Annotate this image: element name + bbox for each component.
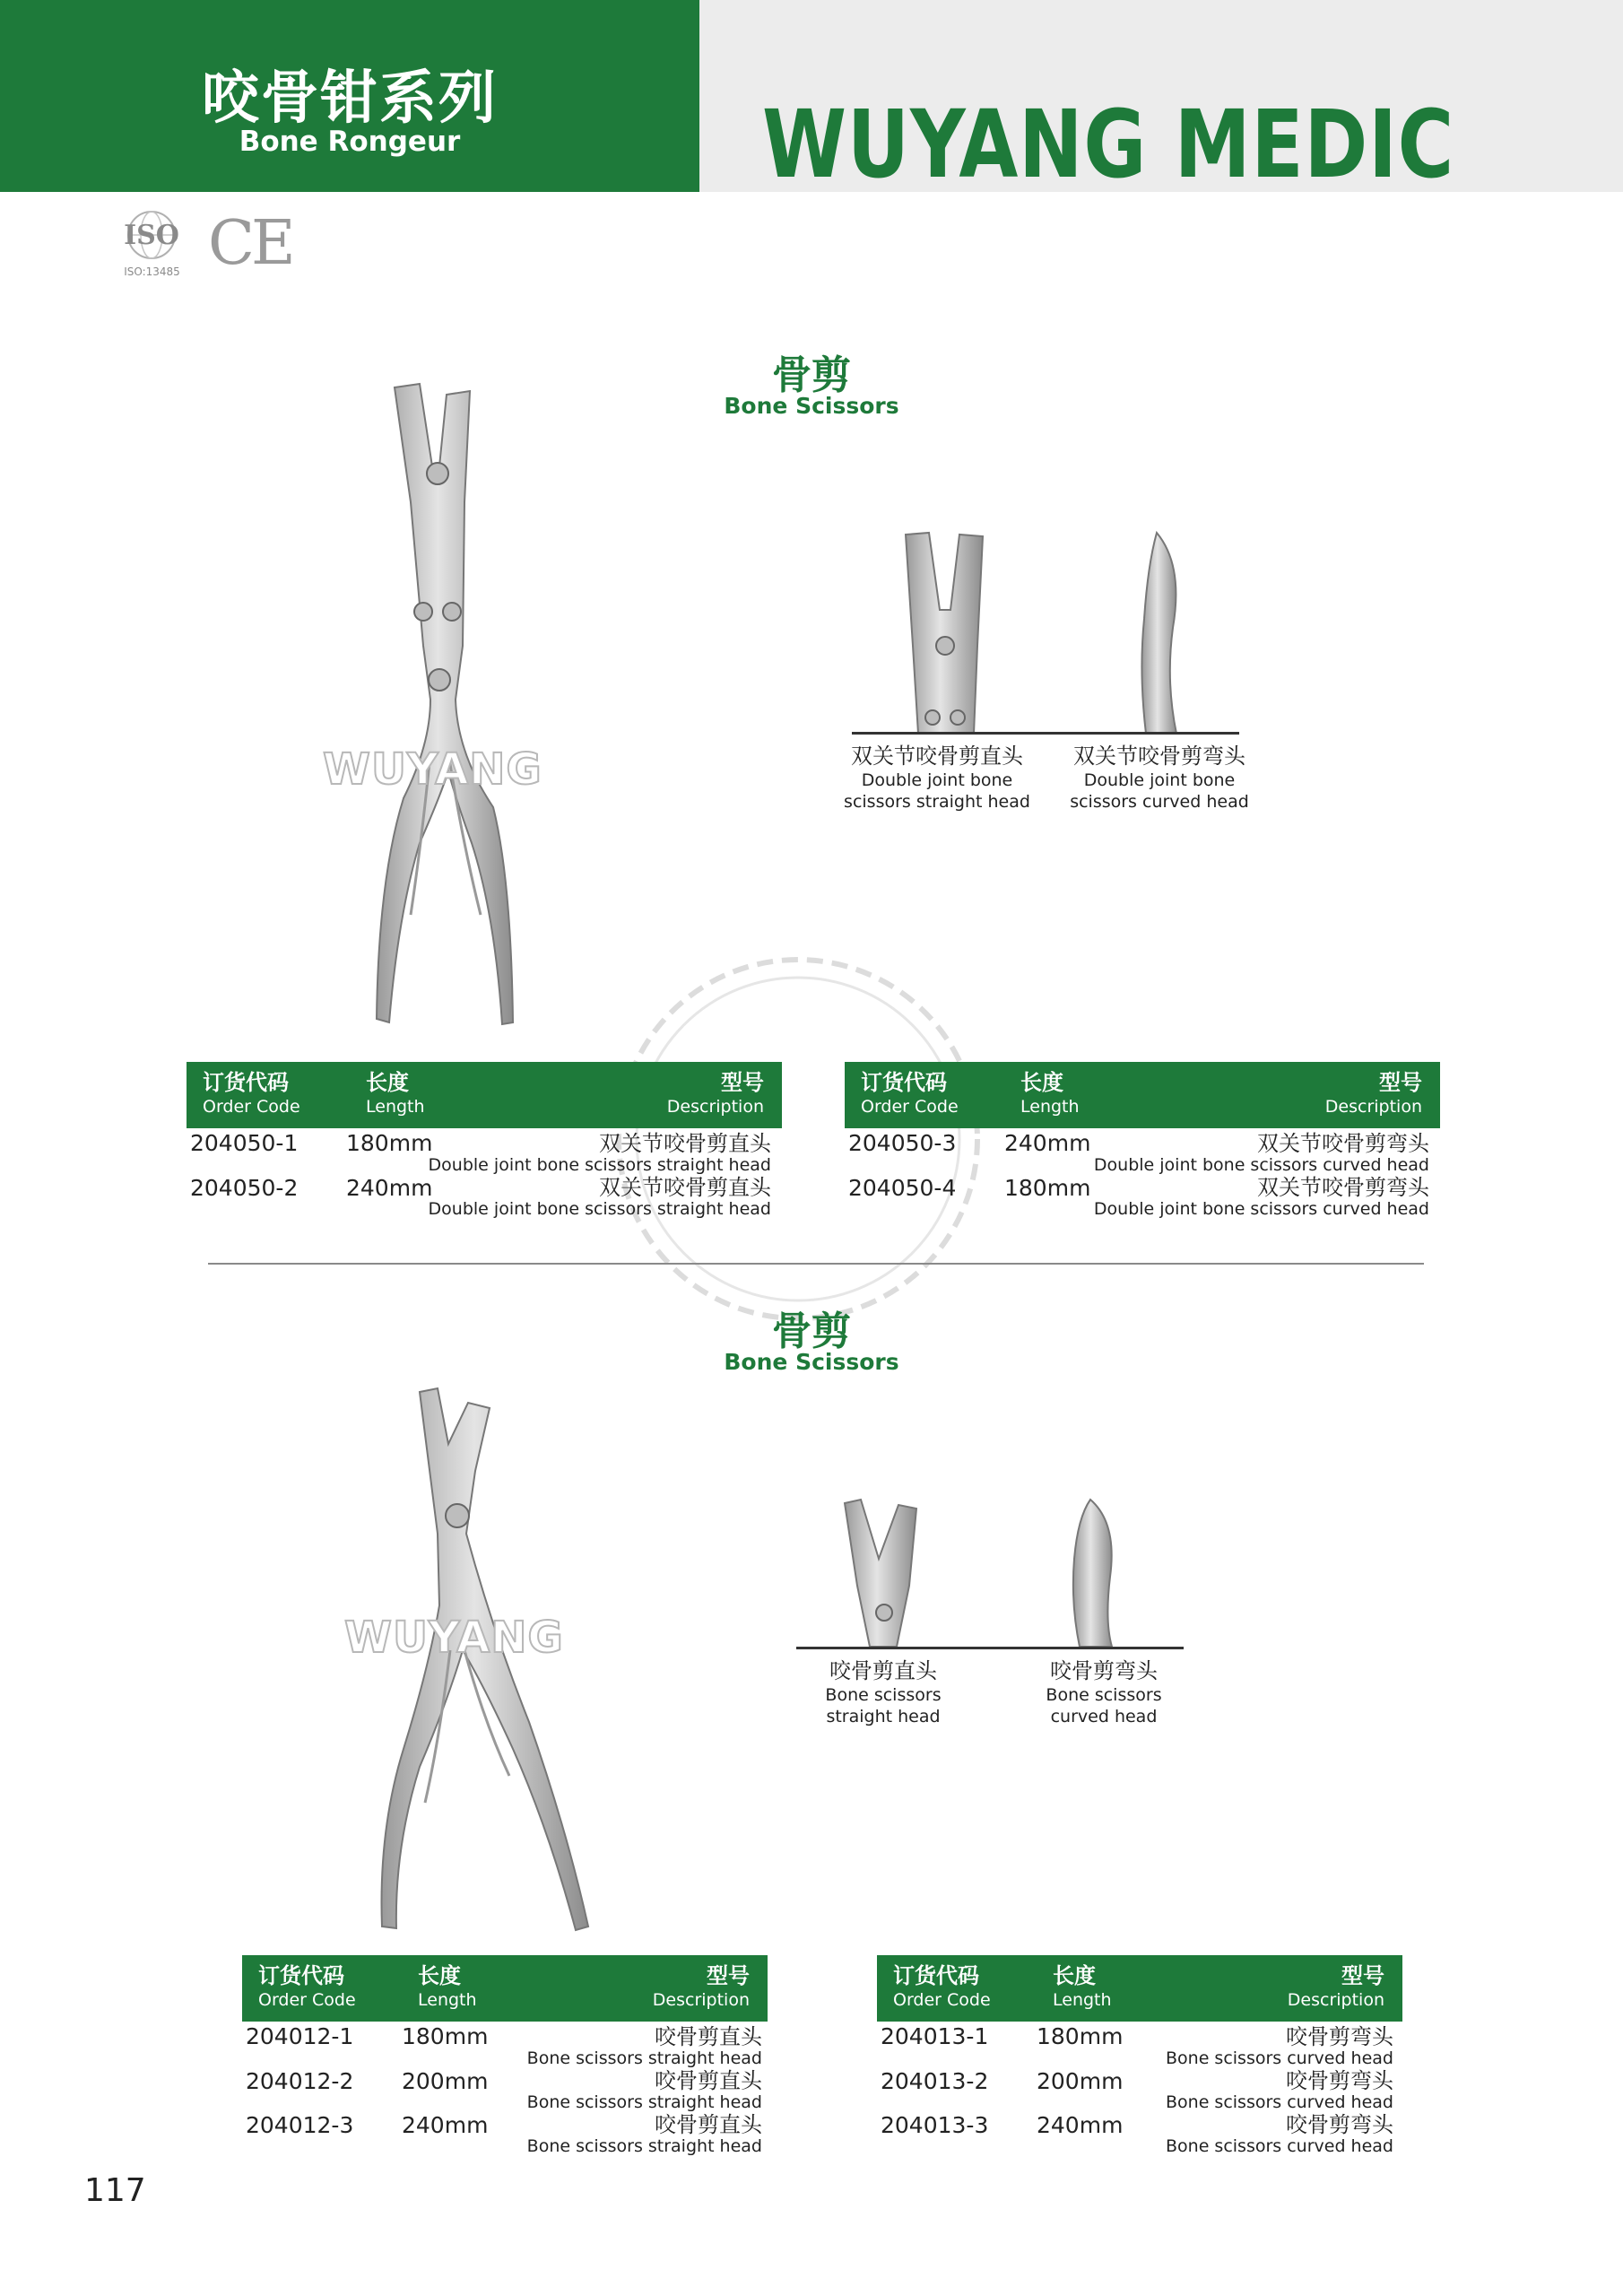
col-length: 长度 Length bbox=[366, 1070, 425, 1117]
caption-cn: 咬骨剪弯头 bbox=[1050, 1658, 1158, 1683]
caption-cn: 双关节咬骨剪直头 bbox=[851, 744, 1023, 769]
length: 180mm bbox=[346, 1130, 433, 1156]
section1-title-cn: 骨剪 bbox=[772, 352, 851, 398]
brand-watermark: WUYANG bbox=[344, 1613, 564, 1663]
caption-en-line1: Bone scissors bbox=[825, 1685, 942, 1705]
table-header bbox=[242, 1955, 768, 2022]
detail-baseline bbox=[852, 732, 1239, 735]
order-code: 204012-3 bbox=[246, 2112, 354, 2138]
order-code: 204050-3 bbox=[848, 1130, 957, 1156]
order-code: 204012-2 bbox=[246, 2068, 354, 2094]
length: 200mm bbox=[1037, 2068, 1124, 2094]
caption-en-line1: Bone scissors bbox=[1046, 1685, 1162, 1705]
length: 180mm bbox=[1037, 2023, 1124, 2049]
length: 240mm bbox=[346, 1175, 433, 1201]
section2-title-en: Bone Scissors bbox=[724, 1349, 899, 1375]
length: 200mm bbox=[402, 2068, 489, 2094]
col-order-code: 订货代码 Order Code bbox=[861, 1070, 959, 1117]
curved-head-detail-image bbox=[1058, 1496, 1130, 1648]
double-joint-bone-scissors-image bbox=[305, 377, 592, 1031]
length: 240mm bbox=[402, 2112, 489, 2138]
caption-curved-head bbox=[1001, 1657, 1207, 1727]
length: 180mm bbox=[402, 2023, 489, 2049]
iso-standard-label: ISO:13485 bbox=[124, 265, 180, 278]
description: 双关节咬骨剪直头 Double joint bone scissors straight head bbox=[428, 1131, 771, 1175]
col-description: 型号 Description bbox=[1324, 1070, 1422, 1117]
description: 咬骨剪直头 Bone scissors straight head bbox=[526, 2024, 762, 2068]
order-code: 204013-3 bbox=[881, 2112, 989, 2138]
description: 双关节咬骨剪弯头 Double joint bone scissors curved head bbox=[1093, 1131, 1429, 1175]
description: 咬骨剪弯头 Bone scissors curved head bbox=[1166, 2024, 1393, 2068]
section-divider bbox=[208, 1263, 1424, 1265]
caption-straight-head bbox=[780, 1657, 986, 1727]
col-order-code: 订货代码 Order Code bbox=[258, 1963, 356, 2010]
caption-en-line1: Double joint bone bbox=[861, 770, 1013, 790]
col-description: 型号 Description bbox=[1287, 1963, 1384, 2010]
order-code: 204050-4 bbox=[848, 1175, 957, 1201]
col-description: 型号 Description bbox=[666, 1070, 764, 1117]
straight-head-detail-image bbox=[834, 1496, 933, 1648]
col-order-code: 订货代码 Order Code bbox=[203, 1070, 300, 1117]
caption-cn: 双关节咬骨剪弯头 bbox=[1073, 744, 1245, 769]
table-header bbox=[187, 1062, 782, 1128]
description: 双关节咬骨剪直头 Double joint bone scissors straight head bbox=[428, 1175, 771, 1219]
caption-curved-head bbox=[1056, 743, 1263, 813]
col-order-code: 订货代码 Order Code bbox=[893, 1963, 991, 2010]
iso-label: ISO bbox=[124, 220, 179, 251]
ce-mark: CE bbox=[208, 208, 292, 279]
section1-title-en: Bone Scissors bbox=[724, 393, 899, 419]
brand-watermark: WUYANG bbox=[323, 744, 542, 795]
col-length: 长度 Length bbox=[1053, 1963, 1112, 2010]
catalog-title-cn: 咬骨钳系列 bbox=[202, 65, 498, 132]
order-code: 204013-2 bbox=[881, 2068, 989, 2094]
section2-title-cn: 骨剪 bbox=[772, 1309, 851, 1354]
col-length: 长度 Length bbox=[1020, 1070, 1080, 1117]
order-code: 204012-1 bbox=[246, 2023, 354, 2049]
caption-en-line2: scissors curved head bbox=[1070, 792, 1249, 812]
catalog-title-en: Bone Rongeur bbox=[239, 126, 461, 158]
col-length: 长度 Length bbox=[418, 1963, 477, 2010]
description: 咬骨剪直头 Bone scissors straight head bbox=[526, 2112, 762, 2156]
curved-head-detail-image bbox=[1130, 529, 1193, 735]
detail-baseline bbox=[796, 1647, 1184, 1649]
caption-en-line2: scissors straight head bbox=[844, 792, 1030, 812]
order-code: 204050-2 bbox=[190, 1175, 299, 1201]
description: 咬骨剪直头 Bone scissors straight head bbox=[526, 2068, 762, 2112]
table-header bbox=[877, 1955, 1402, 2022]
length: 240mm bbox=[1004, 1130, 1091, 1156]
table-header bbox=[845, 1062, 1440, 1128]
straight-head-detail-image bbox=[897, 529, 995, 735]
length: 240mm bbox=[1037, 2112, 1124, 2138]
order-code: 204050-1 bbox=[190, 1130, 299, 1156]
description: 咬骨剪弯头 Bone scissors curved head bbox=[1166, 2112, 1393, 2156]
caption-en-line2: curved head bbox=[1050, 1707, 1158, 1726]
caption-straight-head bbox=[834, 743, 1040, 813]
length: 180mm bbox=[1004, 1175, 1091, 1201]
brand-name: WUYANG MEDIC bbox=[762, 90, 1455, 199]
page-number: 117 bbox=[84, 2172, 146, 2209]
order-code: 204013-1 bbox=[881, 2023, 989, 2049]
col-description: 型号 Description bbox=[652, 1963, 750, 2010]
caption-cn: 咬骨剪直头 bbox=[829, 1658, 937, 1683]
description: 咬骨剪弯头 Bone scissors curved head bbox=[1166, 2068, 1393, 2112]
caption-en-line2: straight head bbox=[826, 1707, 941, 1726]
caption-en-line1: Double joint bone bbox=[1083, 770, 1236, 790]
description: 双关节咬骨剪弯头 Double joint bone scissors curved head bbox=[1093, 1175, 1429, 1219]
iso-logo-icon bbox=[118, 208, 186, 262]
